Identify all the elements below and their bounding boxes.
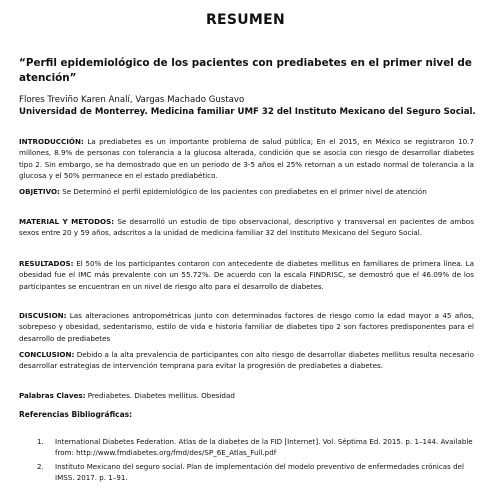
section-label: OBJETIVO: <box>19 187 60 196</box>
section-text: Prediabetes. Diabetes mellitus. Obesidad <box>85 391 235 400</box>
section-text: Se desarrolló un estudio de tipo observacional, descriptivo y transversal en pacientes de ambos sexos entre 20 y 59 años, adscritos a la unidad de medicina familiar 32 del Instituto Mexicano del Seguro Social. <box>19 217 475 238</box>
section-text: La prediabetes es un importante problema de salud pública; En el 2015, en México se registraron 10.7 millones, 8.9% de personas con tolerancia a la glucosa alterada, condición que se asocia con riesgo de desarrollar diabetes tipo 2. Sin embargo, se ha demostrado que en un periodo de 3-5 años el 25% retornan a un estado normal de tolerancia a la glucosa y el 50% permanece en el estado prediabético. <box>19 137 474 180</box>
section-text: Debido a la alta prevalencia de participantes con alto riesgo de desarrollar diabetes mellitus resulta necesario desarrollar estrategias de intervención temprana para evitar la progresión de prediabetes a diabetes. <box>19 350 474 371</box>
authors-block <box>19 94 479 118</box>
section-label: INTRODUCCIÓN: <box>19 137 84 146</box>
section-text: Las alteraciones antropométricas junto con determinados factores de riesgo como la edad mayor a 45 años, sobrepeso y obesidad, sedentarismo, estilo de vida e historia familiar de diabetes tipo 2 son factores predisponentes para el desarrollo de prediabetes <box>19 311 474 343</box>
reference-number: 2. <box>37 462 44 471</box>
section-palabras-claves <box>19 390 474 401</box>
section-text: El 50% de los participantes contaron con antecedente de diabetes mellitus en familiares de primera línea. La obesidad fue el IMC más prevalente con un 55.72%. De acuerdo con la escala FINDRISC, se demostró que el 46.09% de los participantes se encuentran en un nivel de riesgo alto para el desarrollo de diabetes. <box>19 259 474 291</box>
section-conclusion <box>19 349 474 372</box>
page-heading: RESUMEN <box>205 12 286 28</box>
section-resultados <box>19 258 474 292</box>
section-introduccion <box>19 136 474 181</box>
section-label: MATERIAL Y METODOS: <box>19 217 115 226</box>
section-label: DISCUSION: <box>19 311 67 320</box>
references-heading: Referencias Bibliográficas: <box>19 410 133 419</box>
paper-title: “Perfil epidemiológico de los pacientes con prediabetes en el primer nivel de atención” <box>19 57 472 84</box>
section-label: RESULTADOS: <box>19 259 74 268</box>
section-text: Se Determinó el perfil epidemiológico de los pacientes con prediabetes en el primer nivel de atención <box>59 187 427 196</box>
section-discusion <box>19 310 474 344</box>
reference-number: 1. <box>37 437 44 446</box>
section-label: CONCLUSION: <box>19 350 75 359</box>
section-material-metodos <box>19 216 474 239</box>
section-objetivo <box>19 186 474 197</box>
author-names: Flores Treviño Karen Analí, Vargas Machado Gustavo <box>19 95 245 105</box>
reference-text: International Diabetes Federation. Atlas de la diabetes de la FID [Internet]. Vol. Séptima Ed. 2015. p. 1–144. Available from: http://www.fmdiabetes.org/fmd/des/SP_6E_Atlas_Full.pdf <box>55 437 473 458</box>
reference-text: Instituto Mexicano del seguro social. Plan de implementación del modelo preventivo de enfermedades crónicas del IMSS. 2017. p. 1–91. <box>55 462 464 483</box>
section-label: Palabras Claves: <box>19 391 86 400</box>
author-affiliation: Universidad de Monterrey. Medicina familiar UMF 32 del Instituto Mexicano del Seguro Social. <box>19 107 476 117</box>
